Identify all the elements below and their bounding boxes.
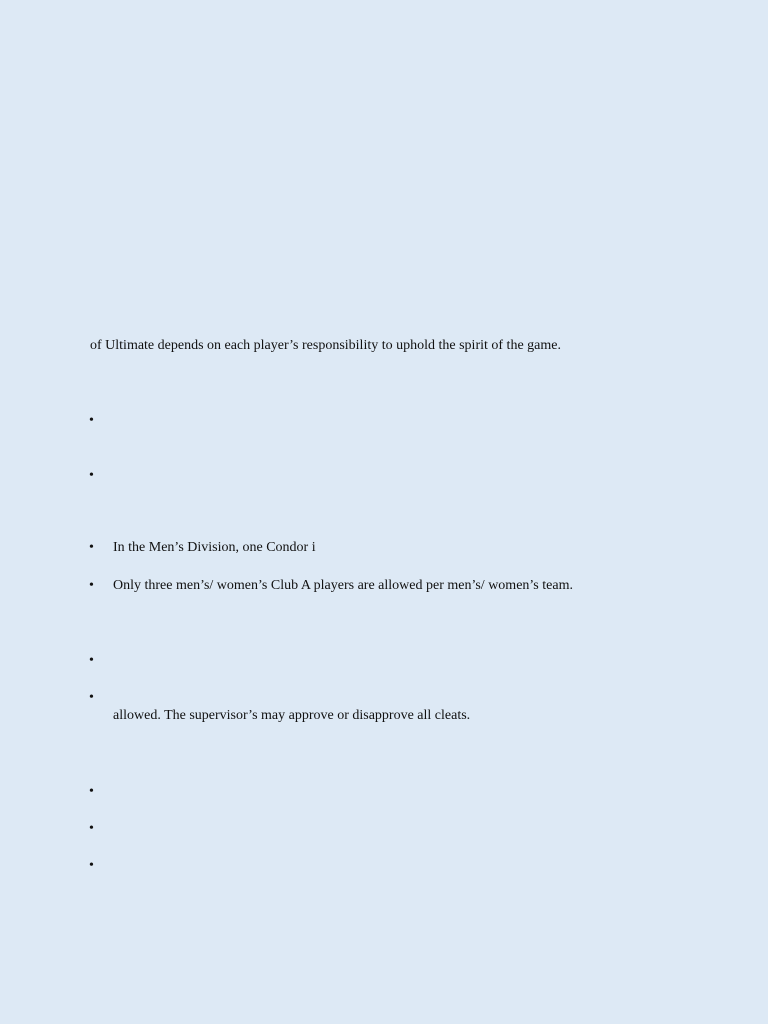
list-item: Only three men’s/ women’s Club A players are allowed per men’s/ women’s team. [113,578,573,593]
list-item: In the Men’s Division, one Condor i [113,540,316,555]
bullet-marker: • [89,413,94,428]
bullet-marker: • [89,540,94,555]
bullet-marker: • [89,858,94,873]
bullet-marker: • [89,784,94,799]
list-item-continuation: allowed. The supervisor’s may approve or disapprove all cleats. [113,708,471,723]
bullet-marker: • [89,690,94,705]
bullet-marker: • [89,468,94,483]
bullet-marker: • [89,821,94,836]
bullet-marker: • [89,578,94,593]
bullet-marker: • [89,653,94,668]
intro-paragraph: of Ultimate depends on each player’s responsibility to uphold the spirit of the game. [90,338,561,353]
